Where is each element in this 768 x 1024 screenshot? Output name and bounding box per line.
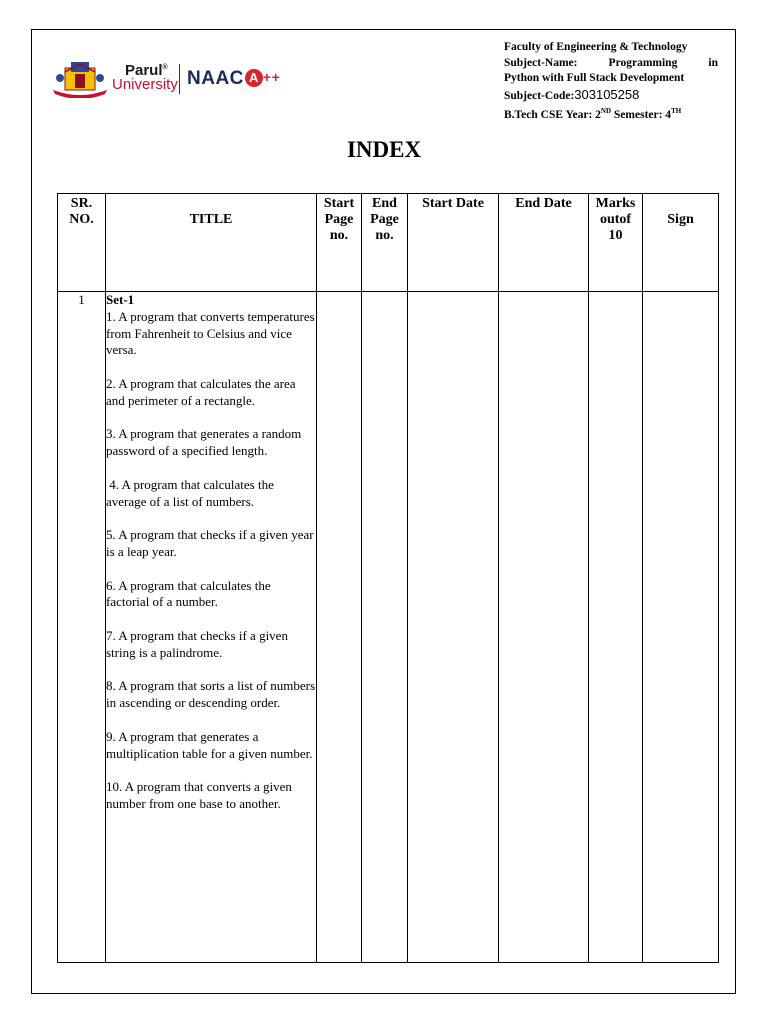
header-end-date: End Date <box>499 194 589 292</box>
table-row <box>58 292 719 963</box>
year-semester-line: B.Tech CSE Year: 2ND Semester: 4TH <box>504 107 682 121</box>
header-start-page: Start Page no. <box>317 194 362 292</box>
brand-name-bottom: University <box>112 76 178 93</box>
header-title: TITLE <box>106 194 317 292</box>
row-sr-no: 1 <box>58 292 106 963</box>
naac-grade-circle: A <box>245 69 263 87</box>
university-emblem-icon <box>51 58 109 98</box>
list-item: 10. A program that converts a given number from one base to another. <box>106 779 292 811</box>
row-end-date[interactable] <box>499 292 589 963</box>
list-item: 1. A program that converts temperatures from Fahrenheit to Celsius and vice versa. <box>106 308 315 358</box>
header-sign: Sign <box>643 194 719 292</box>
row-sign[interactable] <box>643 292 719 963</box>
list-item: 9. A program that generates a multiplication table for a given number. <box>106 728 313 761</box>
naac-badge: NAAC A ++ <box>187 68 281 89</box>
row-marks[interactable] <box>589 292 643 963</box>
page-title: INDEX <box>346 137 422 162</box>
row-title <box>106 292 317 963</box>
row-start-date[interactable] <box>408 292 499 963</box>
brand-name-top: Parul® <box>125 62 168 79</box>
list-item: 4. A program that calculates the average of a list of numbers. <box>106 476 278 509</box>
list-item: 2. A program that calculates the area and perimeter of a rectangle. <box>106 375 296 408</box>
set-title: Set-1 <box>106 292 135 307</box>
subject-name-line: Subject-Name: Programming in <box>504 56 719 69</box>
logo-divider <box>179 64 180 94</box>
list-item: 8. A program that sorts a list of numbers in ascending or descending order. <box>106 678 316 711</box>
index-table <box>57 193 719 963</box>
list-item: 7. A program that checks if a given string is a palindrome. <box>106 627 288 660</box>
row-start-page[interactable] <box>317 292 362 963</box>
table-header-row <box>58 194 719 292</box>
header-marks: Marks outof 10 <box>589 194 643 292</box>
row-end-page[interactable] <box>362 292 408 963</box>
list-item: 5. A program that checks if a given year is a leap year. <box>106 527 314 559</box>
list-item: 3. A program that generates a random password of a specified length. <box>106 426 302 459</box>
university-logo <box>51 58 291 100</box>
faculty-line: Faculty of Engineering & Technology <box>504 41 688 53</box>
list-item: 6. A program that calculates the factorial of a number. <box>106 577 271 610</box>
subject-name-line2: Python with Full Stack Development <box>504 72 685 84</box>
header-sr-no: SR. NO. <box>58 194 106 292</box>
subject-code-line: Subject-Code:303105258 <box>504 86 640 102</box>
header-start-date: Start Date <box>408 194 499 292</box>
course-header <box>504 40 718 123</box>
header-end-page: End Page no. <box>362 194 408 292</box>
